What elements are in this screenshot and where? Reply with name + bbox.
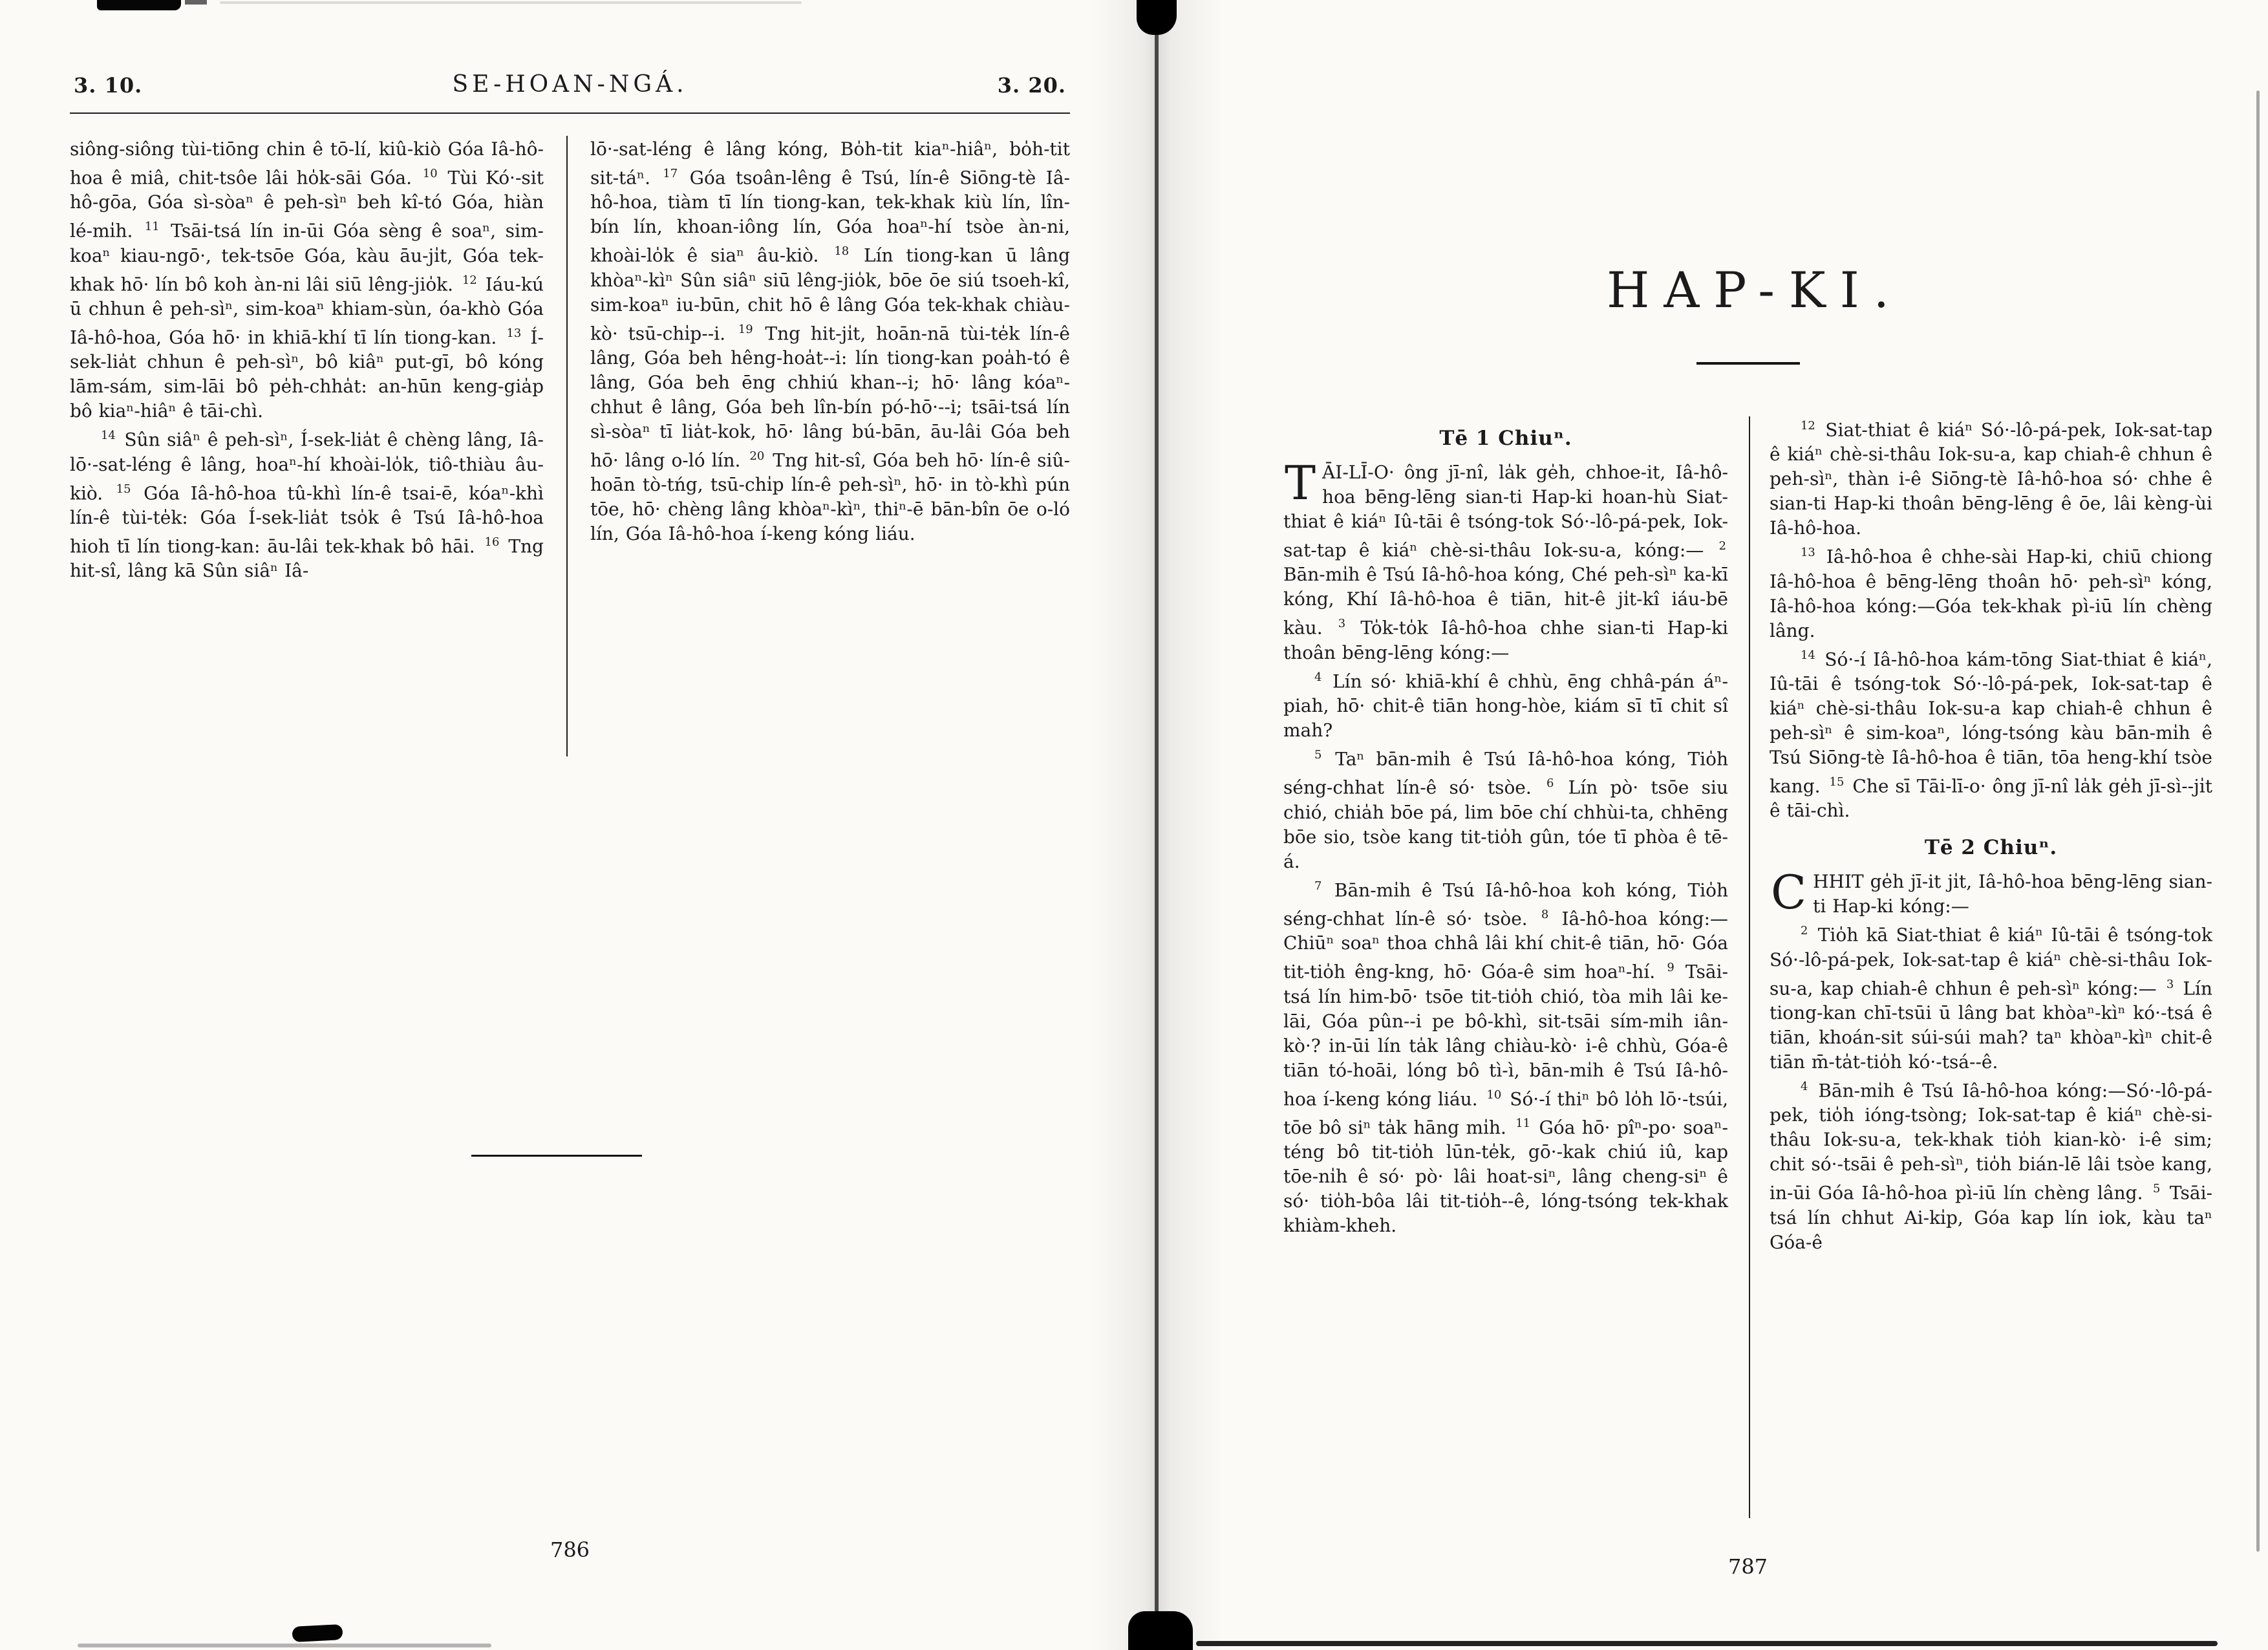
verse-text: Góa Iâ-hô-hoa tû-khì lín-ê tsai-ē, kóaⁿ-khì lín-ê tùi-te̍k: Góa Í-sek-lia̍t tso̍k ê Tsú Iâ-hô-hoa hioh tī lín tiong-kan: āu-lâi tek-khak bô hāi.	[70, 482, 544, 557]
paragraph	[1283, 874, 1728, 1239]
verse-text: siông-siông tùi-tiōng chin ê tō-lí, kiû-kiò Góa Iâ-hô-hoa ê miâ, chit-tsôe lâi ho̍k-sāi Góa.	[70, 138, 544, 189]
verse-text: Sûn siâⁿ ê peh-sìⁿ, Í-sek-lia̍t ê chèng lâng, Iâ-lō·-sat-léng ê lâng, hoaⁿ-hí khoài-lo̍k, tiô-thiàu âu-kiò.	[70, 429, 544, 504]
verse-number: 13	[1801, 546, 1815, 560]
paragraph	[1770, 1075, 2212, 1255]
page-left	[70, 0, 1070, 1650]
verse-number: 20	[749, 449, 765, 463]
verse-text: Í-sek-lia̍t chhun ê peh-sìⁿ, bô kiâⁿ put-gī, bô kóng lām-sám, sim-lāi bô pe̍h-chha̍t: an-hūn keng-gia̍p bô kiaⁿ-hiâⁿ ê tāi-chì.	[70, 327, 544, 422]
paragraph	[1770, 643, 2212, 824]
verse-number: 12	[1801, 419, 1815, 433]
running-head-ref-left: 3. 10.	[74, 73, 143, 98]
verse-number: 4	[1801, 1079, 1808, 1093]
verse-text: Iâ-hô-hoa ê chhe-sài Hap-ki, chiū chiong Iâ-hô-hoa ê bēng-lēng thoân hō· peh-sìⁿ kóng, Iâ-hô-hoa kóng:—Góa tek-khak pì-iū lín chèng lâng.	[1770, 546, 2212, 641]
verse-text: Taⁿ bān-mi̍h ê Tsú Iâ-hô-hoa kóng, Tio̍h séng-chhat lín-ê só· tsòe.	[1283, 748, 1728, 798]
verse-number: 3	[1338, 617, 1346, 631]
verse-number: 15	[1829, 775, 1845, 789]
verse-text: Lín só· khiā-khí ê chhù, ēng chhâ-pán áⁿ-piah, hō· chit-ê tiān hong-hòe, kiám sī tī chit sî mah?	[1283, 670, 1728, 741]
drop-cap: T	[1285, 456, 1316, 510]
verse-number: 2	[1801, 924, 1808, 938]
verse-number: 19	[738, 322, 753, 336]
running-head-rule	[70, 112, 1070, 114]
verse-text: Tsāi-tsá lín chhut Ai-ki̍p, Góa kap lín iok, kàu taⁿ Góa-ê	[1770, 1182, 2212, 1253]
page-right	[1283, 0, 2212, 1650]
verse-text: Iáu-kú ū chhun ê peh-sìⁿ, sim-koaⁿ khiam-sùn, óa-khò Góa Iâ-hô-hoa, Góa hō· in khiā-khí tī lín tiong-kan.	[70, 273, 544, 348]
verse-text: Bān-mi̍h ê Tsú Iâ-hô-hoa kóng, Ché peh-sìⁿ ka-kī kóng, Khí Iâ-hô-hoa ê tiān, hit-ê ji̍t-kî iáu-bē kàu.	[1283, 564, 1728, 639]
verse-text: Tio̍h kā Siat-thiat ê kiáⁿ Iû-tāi ê tsóng-tok Só·-lô-pá-pek, Iok-sat-tap ê kiáⁿ chè-si-thâu Iok-su-a, kap chiah-ê chhun ê peh-sìⁿ kóng:—	[1770, 924, 2212, 999]
verse-text: Bān-mi̍h ê Tsú Iâ-hô-hoa kóng:—Só·-lô-pá-pek, tio̍h ióng-tsòng; Iok-sat-tap ê kiáⁿ chè-si-thâu Iok-su-a, tek-khak tio̍h kian-kò· i-ê sim; chit só·-tsāi ê peh-sìⁿ, tio̍h bián-lē lâi tsòe kang, in-ūi Góa Iâ-hô-hoa pì-iū lín chèng lâng.	[1770, 1080, 2212, 1204]
verse-number: 14	[1801, 648, 1815, 662]
scan-artifact-right-edge	[2256, 91, 2260, 1552]
verse-text: Tsāi-tsá lín him-bō· tsōe tit-tio̍h chió, tòa mi̍h lâi ke-lāi, Góa pûn--i pe bô-khì, sit-tsāi sím-mi̍h iân-kò·? in-ūi lín ta̍k lâng chiàu-kò· i-ê chhù, Góa-ê tiān tó-hoāi, lóng bô tì-ì, bān-mi̍h ê Tsú Iâ-hô-hoa í-keng kóng liáu.	[1283, 961, 1728, 1109]
verse-text: Tng hit-sî, lâng kā Sûn siâⁿ Iâ-	[70, 535, 544, 582]
verse-text: Tng hit-sî, Góa beh hō· lín-ê siû-hoān tò-tńg, tsū-chi̍p lín-ê peh-sìⁿ, hō· in tò-khì pún tōe, hō· chèng lâng khòaⁿ-kìⁿ, thiⁿ-ē bān-bîn ōe o-ló lín, Góa Iâ-hô-hoa í-keng kóng liáu.	[590, 449, 1071, 545]
text-column-1	[70, 137, 544, 583]
verse-text: To̍k-to̍k Iâ-hô-hoa chhe sian-ti Hap-ki thoân bēng-lēng kóng:—	[1283, 617, 1728, 663]
paragraph	[1770, 541, 2212, 643]
text-column-3	[1283, 414, 1728, 1255]
verse-text: Góa hō· pîⁿ-po· soaⁿ-téng bô tit-tio̍h lūn-te̍k, gō·-kak chiú iû, kap tōe-ni̍h ê só· pò· lâi hoat-siⁿ, lâng cheng-siⁿ ê só· tio̍h-bôa lâi tit-tio̍h--ê, lóng-tsóng tek-khak khiàm-kheh.	[1283, 1117, 1728, 1237]
verse-number: 3	[2166, 977, 2174, 991]
verse-number: 13	[506, 326, 522, 340]
verse-text: Só·-í thiⁿ bô lo̍h lō·-tsúi, tōe bô siⁿ ta̍k hāng mi̍h.	[1283, 1088, 1728, 1139]
verse-text: Lín tiong-kan ū lâng khòaⁿ-kìⁿ Sûn siâⁿ siū lêng-jio̍k, bōe ōe siú tsoeh-kî, sim-koaⁿ iu-būn, chit hō ê lâng Góa tek-khak chiàu-kò· tsū-chi̍p--i.	[590, 244, 1070, 344]
verse-text: Lín pò· tsōe siu chió, chia̍h bōe pá, lim bōe chí chhùi-ta, chhēng bōe sio, tsòe kang tit-tio̍h gûn, tóe tī phòa ê tē-á.	[1283, 777, 1728, 872]
verse-text: Tng hit-ji̍t, hoān-nā tùi-te̍k lín-ê lâng, Góa beh hêng-hoa̍t--i: lín tiong-kan poa̍h-tó ê lâng, Góa beh ēng chhiú khan--i; hō· lâng kóaⁿ-chhut ê lâng, Góa beh lîn-bín pó-hō·--i; tsāi-tsá lín sì-sòaⁿ tī lia̍t-kok, hō· lâng bú-bān, āu-lâi Góa beh hō· lâng o-ló lín.	[590, 322, 1070, 471]
paragraph	[590, 137, 1070, 546]
running-head-ref-right: 3. 20.	[997, 73, 1066, 98]
paragraph	[1770, 414, 2212, 541]
right-page-columns	[1283, 414, 2212, 1255]
verse-number: 16	[484, 535, 500, 549]
verse-number: 11	[1515, 1116, 1531, 1130]
verse-number: 12	[462, 273, 477, 287]
running-head	[74, 71, 1066, 98]
left-page-columns	[70, 137, 1070, 583]
text-column-4	[1770, 414, 2212, 1255]
paragraph	[1283, 456, 1728, 665]
paragraph	[1770, 919, 2212, 1075]
verse-number: 15	[116, 482, 131, 496]
chapter-heading: Tē 2 Chiuⁿ.	[1924, 836, 2058, 860]
paragraph	[1770, 865, 2212, 920]
verse-text: Lín tiong-kan chī-tsūi ū lâng bat khòaⁿ-kìⁿ kó·-tsá ê tiān, khoán-sit súi-súi mah? taⁿ khòaⁿ-kìⁿ chit-ê tiān m̄-ta̍t-tio̍h kó·-tsá--ê.	[1770, 977, 2213, 1073]
verse-text: Iâ-hô-hoa kóng:—Chiūⁿ soaⁿ thoa chhâ lâi khí chit-ê tiān, hō· Góa tit-tio̍h êng-kng, hō· Góa-ê sim hoaⁿ-hí.	[1283, 908, 1729, 983]
running-head-book-title: SE-HOAN-NGÁ.	[452, 71, 688, 98]
scan-artifact-spine-line	[1155, 0, 1159, 1650]
verse-text: ĀI-LĪ-O· ông jī-nî, la̍k ge̍h, chhoe-it, Iâ-hô-hoa bēng-lēng sian-ti Hap-ki hoan-hù Siat-thiat ê kiáⁿ Iû-tāi ê tsóng-tok Só·-lô-pá-pek, Iok-sat-tap ê kiáⁿ chè-si-thâu Iok-su-a, kóng:—	[1283, 462, 1728, 561]
column-divider-rule	[566, 136, 568, 756]
page-number-right: 787	[1728, 1554, 1768, 1579]
verse-text: Bān-mi̍h ê Tsú Iâ-hô-hoa koh kóng, Tio̍h séng-chhat lín-ê só· tsòe.	[1283, 879, 1728, 930]
drop-cap: C	[1771, 865, 1807, 920]
verse-number: 10	[422, 167, 438, 180]
verse-text: Tsāi-tsá lín in-ūi Góa sèng ê soaⁿ, sim-koaⁿ kiau-ngō·, tek-tsōe Góa, kàu āu-ji̍t, Góa tek-khak hō· lín bô koh àn-ni lâi siū lêng-jio̍k.	[70, 220, 544, 295]
verse-number: 5	[1314, 747, 1322, 762]
verse-number: 4	[1314, 670, 1322, 684]
verse-text: Siat-thiat ê kiáⁿ Só·-lô-pá-pek, Iok-sat-tap ê kiáⁿ chè-si-thâu Iok-su-a, kap chiah-ê chhun ê peh-sìⁿ, thàn i-ê Siōng-tè Iâ-hô-hoa só· chhe ê sian-ti Hap-ki thoân bēng-lēng ê ōe, lâi kèng-ùi Iâ-hô-hoa.	[1770, 419, 2212, 539]
book-title: HAP-KI.	[1607, 261, 1903, 319]
verse-number: 5	[2152, 1182, 2161, 1196]
verse-number: 6	[1546, 777, 1554, 791]
verse-number: 2	[1718, 539, 1726, 553]
verse-number: 8	[1541, 907, 1549, 921]
paragraph	[1283, 665, 1728, 743]
paragraph	[70, 423, 544, 583]
verse-number: 10	[1486, 1088, 1502, 1102]
text-column-2	[590, 137, 1070, 583]
book-title-rule	[1696, 362, 1800, 365]
verse-text: HHIT ge̍h jī-it ji̍t, Iâ-hô-hoa bēng-lēng sian-ti Hap-ki kóng:—	[1813, 871, 2212, 917]
verse-text: Góa tsoân-lêng ê Tsú, lín-ê Siōng-tè Iâ-hô-hoa, tiàm tī lín tiong-kan, tek-khak kiù lín, lîn-bín lín, khoan-iông lín, Góa hoaⁿ-hí tsòe àn-ni, khoài-lo̍k ê siaⁿ âu-kiò.	[590, 167, 1070, 266]
verse-number: 11	[144, 220, 160, 234]
verse-number: 9	[1667, 961, 1674, 975]
verse-text: lō·-sat-léng ê lâng kóng, Bo̍h-tit kiaⁿ-hiâⁿ, bo̍h-tit sit-táⁿ.	[590, 138, 1070, 189]
verse-text: Só·-í Iâ-hô-hoa kám-tōng Siat-thiat ê kiáⁿ, Iû-tāi ê tsóng-tok Só·-lô-pá-pek, Iok-sat-tap ê kiáⁿ chè-si-thâu Iok-su-a kap chiah-ê chhun ê peh-sìⁿ ê sim-koaⁿ, lóng-tsóng kàu bān-mi̍h ê Tsú Siōng-tè Iâ-hô-hoa ê tiān, tōa heng-khí tsòe kang.	[1770, 648, 2212, 797]
verse-number: 17	[663, 167, 678, 180]
verse-number: 18	[834, 244, 850, 259]
chapter-heading: Tē 1 Chiuⁿ.	[1439, 427, 1572, 450]
verse-number: 7	[1314, 879, 1322, 893]
paragraph	[1283, 743, 1728, 874]
scan-artifact-spine-bottom-blob	[1128, 1611, 1193, 1650]
verse-text: Che sī Tāi-lī-o· ông jī-nî la̍k ge̍h jī-sì--ji̍t ê tāi-chì.	[1770, 775, 2213, 822]
page-number-left: 786	[550, 1538, 590, 1562]
verse-text: Tùi Kó·-sit hô-gōa, Góa sì-sòaⁿ ê peh-sìⁿ beh kî-tó Góa, hiàn lé-mi̍h.	[70, 167, 544, 242]
paragraph	[70, 137, 544, 423]
book-end-rule	[471, 1155, 642, 1157]
column-divider-rule	[1749, 416, 1750, 1518]
verse-number: 14	[101, 429, 116, 443]
